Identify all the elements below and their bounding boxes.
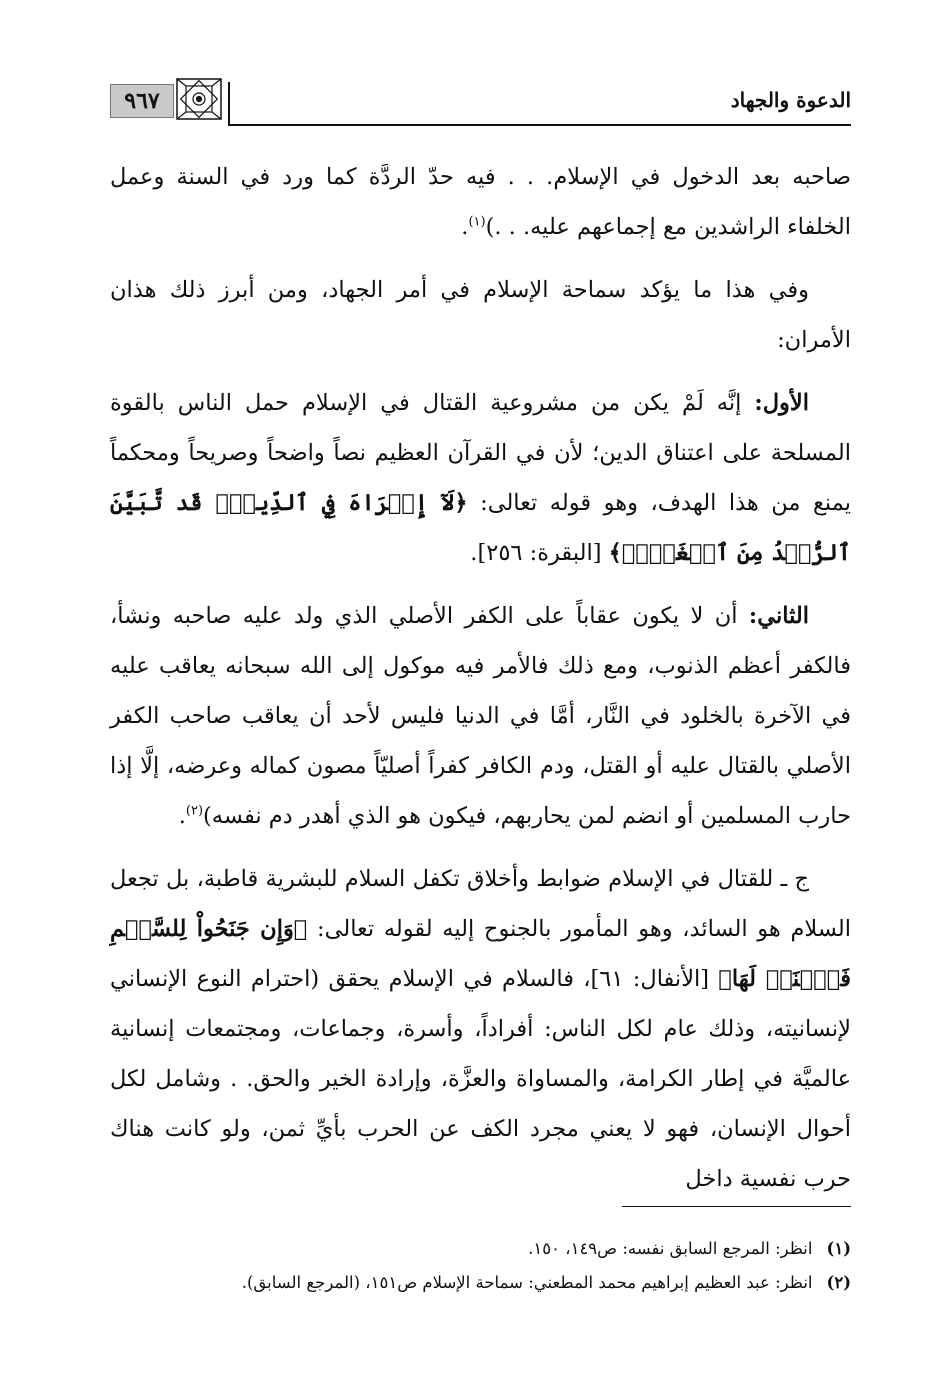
paragraph-3-lead: الأول:	[754, 390, 810, 416]
paragraph-3-text: إنَّه لَمْ يكن من مشروعية القتال في الإسلام حمل الناس بالقوة المسلحة على اعتناق الدين؛ لأن في القرآن العظيم نصاً واضحاً وصريحاً ومحكماً يمنع من هذا الهدف، وهو قوله تعالى:	[110, 390, 851, 516]
geometric-ornament-icon	[176, 78, 222, 120]
paragraph-1-end: .	[461, 214, 469, 240]
paragraph-4-end: .	[178, 803, 186, 829]
paragraph-1-text: صاحبه بعد الدخول في الإسلام. . . فيه حدّ الردَّة كما ورد في السنة وعمل الخلفاء الراشدين مع إجماعهم عليه. . .)	[110, 164, 851, 240]
paragraph-4-text: أن لا يكون عقاباً على الكفر الأصلي الذي ولد عليه صاحبه ونشأ، فالكفر أعظم الذنوب، ومع ذلك فالأمر فيه موكول إلى الله سبحانه يعاقب عليه في الآخرة بالخلود في النَّار، أمَّا في الدنيا فليس لأحد أن يعاقب صاحب الكفر الأصلي بالقتال عليه أو القتل، ودم الكافر كفراً أصليّاً مصون كماله وعرضه، إلَّا إذا حارب المسلمين أو انضم لمن يحاربهم، فيكون هو الذي أهدر دم نفسه)	[110, 603, 851, 829]
paragraph-5-text-a: ج ـ للقتال في الإسلام ضوابط وأخلاق تكفل السلام للبشرية قاطبة، بل تجعل السلام هو السائد، وهو المأمور بالجنوح إليه لقوله تعالى:	[110, 866, 852, 942]
footnote-ref-1[interactable]: (١)	[468, 214, 486, 230]
quran-verse-1: ﴿لَآ إِكۡرَاهَ فِي ٱلدِّينِۖ قَد تَّبَيَّنَ ٱلرُّشۡدُ مِنَ ٱلۡغَيِّۚ﴾	[110, 490, 851, 566]
header-rule	[228, 124, 851, 126]
footnote-2	[110, 1266, 851, 1300]
page-header	[110, 74, 851, 126]
main-text	[110, 152, 851, 1217]
footnotes	[110, 1232, 851, 1300]
paragraph-5	[110, 854, 851, 1204]
paragraph-1	[110, 152, 851, 252]
footnote-ref-2[interactable]: (٢)	[185, 803, 204, 819]
paragraph-4	[110, 591, 851, 841]
footnote-text: انظر: عبد العظيم إبراهيم محمد المطعني: سماحة الإسلام ص١٥١، (المرجع السابق).	[241, 1273, 813, 1292]
footnote-text: انظر: المرجع السابق نفسه: ص١٤٩، ١٥٠.	[528, 1239, 813, 1258]
header-divider	[228, 82, 230, 125]
verse-citation-1: [البقرة: ٢٥٦].	[470, 540, 602, 566]
running-title: الدعوة والجهاد	[730, 88, 851, 112]
footnote-1	[110, 1232, 851, 1266]
paragraph-2: وفي هذا ما يؤكد سماحة الإسلام في أمر الجهاد، ومن أبرز ذلك هذان الأمران:	[110, 277, 851, 353]
footnote-number: (٢)	[826, 1273, 851, 1292]
footnote-separator	[622, 1206, 851, 1207]
page-number: ٩٦٧	[110, 84, 174, 118]
verse-citation-2: [الأنفال: ٦١]،	[583, 966, 710, 992]
paragraph-4-lead: الثاني:	[748, 603, 809, 629]
paragraph-3	[110, 378, 851, 578]
paragraph-5-text-b: فالسلام في الإسلام يحقق (احترام النوع الإنساني لإنسانيته، وذلك عام لكل الناس: أفراداً، وأسرة، وجماعات، ومجتمعات إنسانية عالميَّة في إطار الكرامة، والمساواة والعزَّة، وإرادة الخير والحق. . وشامل لكل أحوال الإنسان، فهو لا يعني مجرد الكف عن الحرب بأيِّ ثمن، ولو كانت هناك حرب نفسية داخل	[110, 966, 851, 1192]
quran-verse-2: ﴿وَإِن جَنَحُواْ لِلسَّلۡمِ فَٱجۡنَحۡ لَهَا﴾	[110, 916, 851, 992]
footnote-number: (١)	[826, 1239, 851, 1258]
